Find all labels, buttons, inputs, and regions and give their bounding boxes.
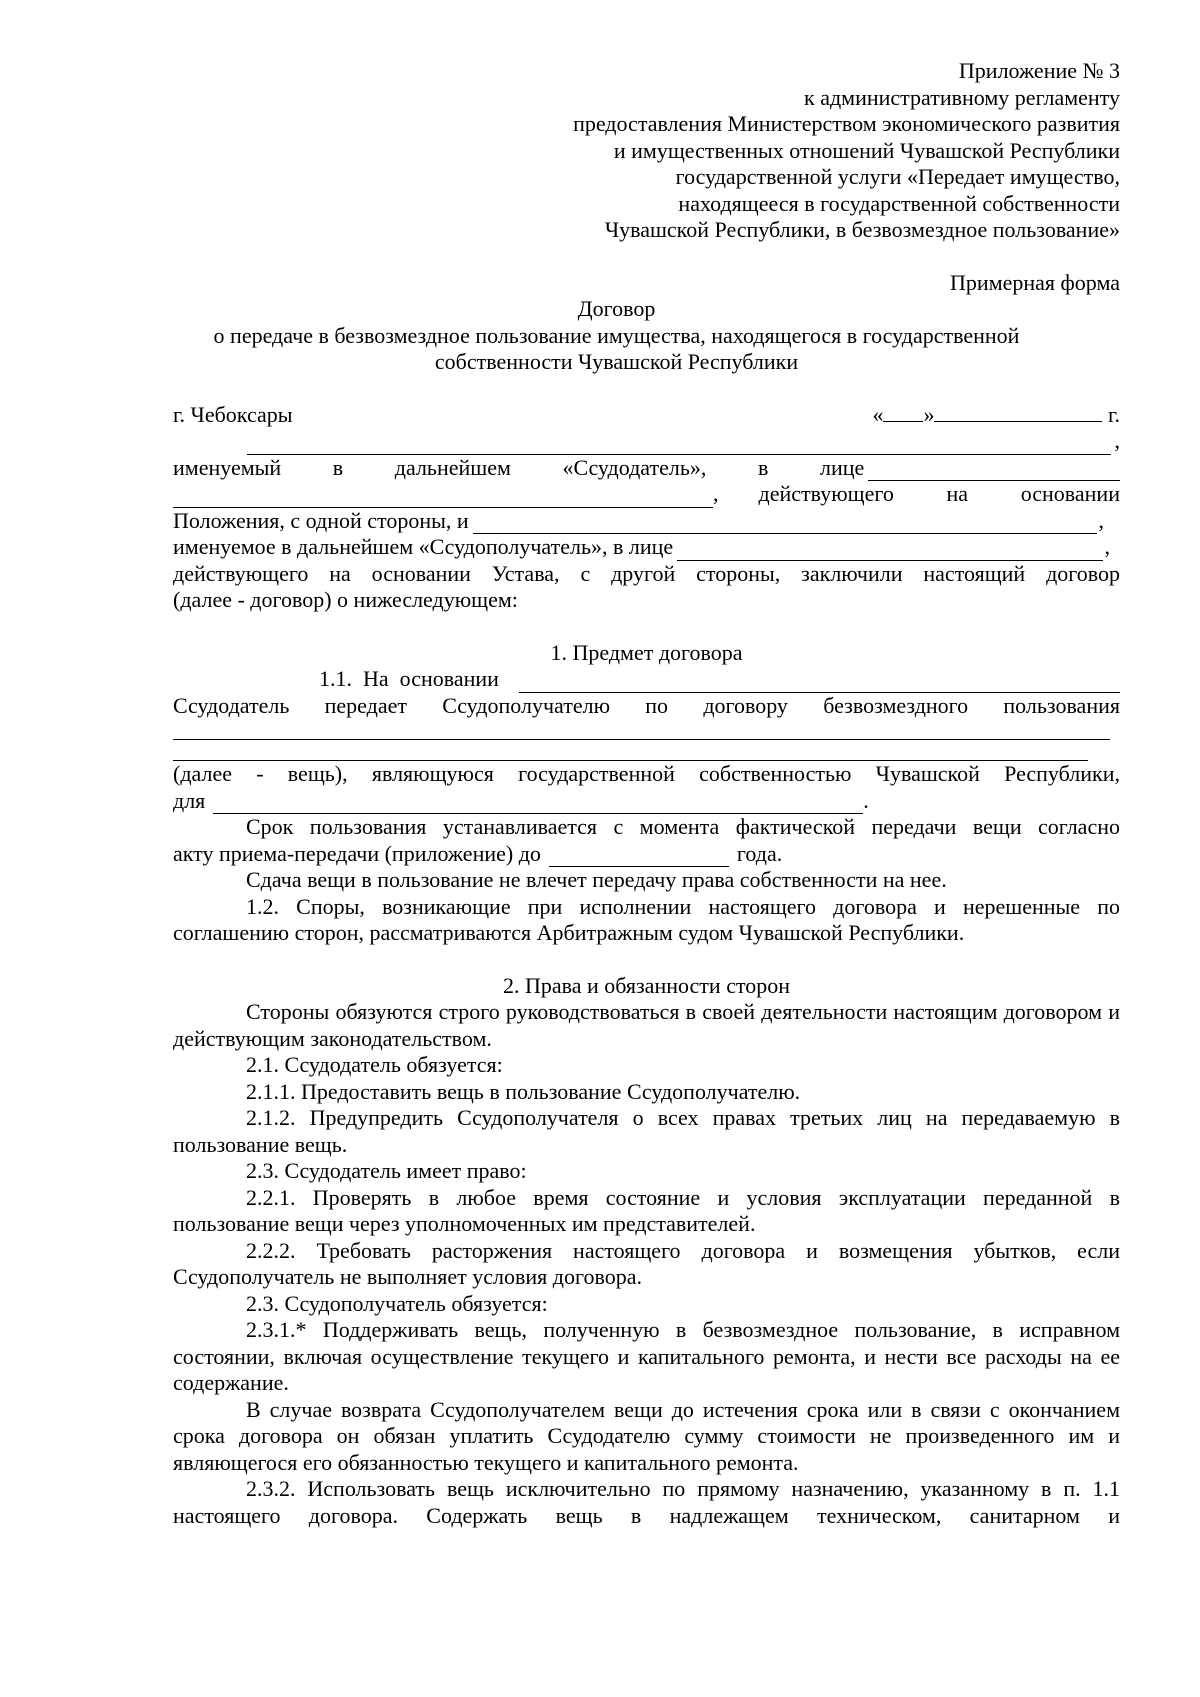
document-title [113,296,1120,376]
header-line: Приложение № 3 [958,58,1120,83]
lessor-named-line: именуемый в дальнейшем «Ссудодатель», в лице [173,455,1120,482]
lessor-acting-line: , действующего на основании [173,481,1120,508]
parties-line-6: действующего на основании Устава, с другой стороны, заключили настоящий договор [173,560,1120,586]
section-2-intro: Стороны обязуются строго руководствоваться в своей деятельности настоящим договором и действующим законодательством. [173,999,1120,1051]
borrower-line: Положения, с одной стороны, и , [173,507,1104,533]
clause-1-2: 1.2. Споры, возникающие при исполнении настоящего договора и нерешенные по соглашению сторон, рассматриваются Арбитражным судом Чувашской Республики. [173,893,1120,945]
purpose-blank [213,795,863,814]
clause-2-1-2: 2.1.2. Предупредить Ссудополучателя о всех правах третьих лиц на передаваемую в пользование вещь. [173,1105,1120,1157]
clause-2-2-1: 2.2.1. Проверять в любое время состояние и условия эксплуатации переданной в пользование вещи через уполномоченных им представителей. [173,1184,1120,1236]
clause-2-3-lessor-rights: 2.3. Ссудодатель имеет право: [246,1158,527,1183]
month-year-blank [934,403,1102,422]
day-blank [883,403,923,422]
clause-2-2-2: 2.2.2. Требовать расторжения настоящего договора и возмещения убытков, если Ссудополучатель не выполняет условия договора. [173,1237,1120,1289]
property-blank-2 [173,740,1088,761]
lessor-rep-blank-2 [173,489,713,508]
clause-2-3-borrower: 2.3. Ссудополучатель обязуется: [246,1290,548,1316]
clause-2-3-1-return: В случае возврата Ссудополучателем вещи до истечения срока или в связи с окончанием срока договора он обязан уплатить Ссудодателю сумму стоимости не произведенного им и являющегося его обязанностью текущего и капитального ремонта. [173,1396,1120,1475]
clause-1-1-line-2: Ссудодатель передает Ссудополучателю по договору безвозмездного пользования [173,692,1120,718]
clause-2-1-1: 2.1.1. Предоставить вещь в пользование Ссудополучателю. [246,1078,801,1104]
header-line: предоставления Министерством экономического развития [573,111,1120,136]
header-line: государственной услуги «Передает имущество, [675,164,1120,189]
clause-2-1: 2.1. Ссудодатель обязуется: [246,1052,503,1077]
clause-1-1-line-3: (далее - вещь), являющуюся государственной собственностью Чувашской Республики, [173,761,1120,786]
title-line: собственности Чувашской Республики [434,349,799,374]
section-1-heading: 1. Предмет договора [550,639,743,665]
appendix-header [173,58,1120,244]
lessor-name-line: , [173,428,1120,455]
property-blank-1 [173,719,1110,740]
parties-line-7: (далее - договор) о нижеследующем: [173,587,518,612]
clause-1-1-purpose: для . [173,787,869,813]
header-line: и имущественных отношений Чувашской Республики [613,137,1120,163]
form-note: Примерная форма [950,269,1120,295]
place-date-row [173,402,1120,429]
header-line: к административному регламенту [804,84,1120,110]
date-field: « » г. [872,401,1120,427]
header-line: находящееся в государственной собственности [678,190,1120,216]
clause-2-3-1: 2.3.1.* Поддерживать вещь, полученную в безвозмездное пользование, в исправном состоянии, включая осуществление текущего и капитального ремонта, и нести все расходы на ее содержание. [173,1317,1120,1395]
clause-1-1-start: 1.1. На основании [173,666,1120,693]
lessor-rep-blank [868,462,1120,481]
title-line: о передаче в безвозмездное пользование имущества, находящегося в государственной [213,322,1020,348]
term-line-2: акту приема-передачи (приложение) до года. [173,840,783,866]
term-date-blank [549,848,729,867]
header-line: Чувашской Республики, в безвозмездное пользование» [604,217,1120,242]
borrower-rep-blank [677,542,1102,561]
term-line-1: Срок пользования устанавливается с момента фактической передачи вещи согласно [246,814,1120,839]
city: г. Чебоксары [173,401,293,427]
transfer-note: Сдача вещи в пользование не влечет передачу права собственности на нее. [246,867,947,892]
clause-2-3-2: 2.3.2. Использовать вещь исключительно по прямому назначению, указанному в п. 1.1 настоящего договора. Содержать вещь в надлежащем техническом, санитарном и [173,1476,1120,1528]
borrower-name-blank [473,515,1097,534]
section-2-heading: 2. Права и обязанности сторон [502,972,791,998]
borrower-named-line: именуемое в дальнейшем «Ссудополучатель», в лице , [173,534,1110,559]
basis-blank [519,674,1120,693]
title-line: Договор [577,296,656,321]
lessor-name-blank [247,436,1111,455]
